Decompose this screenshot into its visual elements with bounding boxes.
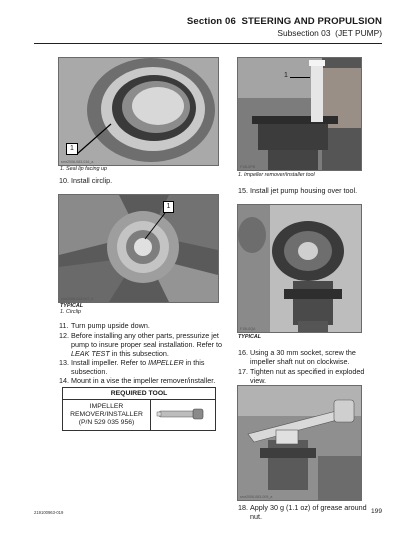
tool-image — [153, 404, 213, 424]
figure-caption: 1. Impeller remover/installer tool — [238, 172, 315, 178]
step-text-part: in this subsection. — [71, 358, 205, 377]
step-15 — [238, 186, 368, 195]
tool-image-cell — [151, 400, 216, 431]
section-title: STEERING AND PROPULSION — [241, 16, 382, 27]
step-number: 10. — [59, 176, 69, 185]
subsection-heading — [187, 28, 382, 38]
figure-tool-in-vise-photo — [237, 57, 362, 171]
step-14 — [59, 376, 234, 385]
step-number: 13. — [59, 358, 69, 367]
callout-1: 1 — [163, 201, 174, 213]
step-text: Tighten nut as specified in exploded view. — [250, 367, 365, 386]
callout-leader — [290, 77, 310, 78]
step-text-part: in this subsection. — [109, 349, 169, 359]
document-number: 219100963-019 — [34, 510, 64, 515]
step-number: 16. — [238, 348, 248, 357]
figure-ref: F15L0PB — [240, 165, 255, 169]
step-text-part: Install impeller. Refer to — [71, 358, 149, 367]
subsection-number: Subsection 03 — [277, 28, 331, 38]
step-16 — [238, 348, 370, 366]
callout-1: 1 — [66, 143, 78, 155]
seal-photo-illustration — [59, 58, 218, 165]
step-13 — [59, 358, 224, 376]
cross-reference: LEAK TEST — [71, 349, 110, 359]
step-text: Mount in a vise the impeller remover/installer. — [71, 376, 216, 385]
step-number: 14. — [59, 376, 69, 385]
subsection-title: (JET PUMP) — [335, 28, 382, 38]
step-17 — [238, 367, 373, 385]
figure-ref: smr2006-083-009_a — [240, 495, 273, 499]
step-number: 15. — [238, 186, 248, 195]
tool-part-number: (P/N 529 035 956) — [78, 419, 135, 426]
step-text — [59, 331, 224, 359]
required-tool-heading: REQUIRED TOOL — [63, 388, 216, 400]
step-text-part: Before installing any other parts, pressurize jet pump to insure proper seal installation. Refer to — [71, 331, 223, 350]
housing-illustration — [238, 205, 361, 332]
step-text: Install jet pump housing over tool. — [250, 186, 358, 195]
step-number: 12. — [59, 331, 69, 340]
step-number: 17. — [238, 367, 248, 376]
tool-vise-illustration — [238, 58, 361, 170]
tool-name: REMOVER/INSTALLER — [70, 411, 143, 418]
step-text: Using a 30 mm socket, screw the impeller shaft nut on clockwise. — [250, 348, 356, 367]
callout-1: 1 — [284, 72, 288, 79]
step-12 — [59, 331, 224, 359]
figure-socket-on-nut-photo — [237, 385, 362, 501]
page-number: 199 — [370, 508, 382, 515]
circlip-illustration — [59, 195, 218, 302]
figure-circlip-photo — [58, 194, 219, 303]
figure-caption: 1. Seal lip facing up — [60, 166, 108, 172]
step-10 — [59, 176, 224, 185]
cross-reference: IMPELLER — [148, 358, 184, 367]
step-text: Apply 30 g (1.1 oz) of grease around nut. — [250, 503, 367, 522]
step-text: Turn pump upside down. — [71, 321, 150, 330]
figure-ref: smr2006-083-016_a — [61, 160, 94, 164]
section-number: Section 06 — [186, 16, 236, 27]
page-header — [187, 16, 382, 38]
figure-housing-over-tool-photo — [237, 204, 362, 333]
figure-ref: smr2006-043-007_b — [61, 297, 94, 301]
socket-illustration — [238, 386, 361, 500]
step-18 — [238, 503, 373, 521]
section-heading — [187, 16, 382, 27]
step-text — [59, 358, 224, 376]
typical-label: TYPICAL — [60, 303, 84, 309]
required-tool-table — [62, 387, 216, 431]
step-number: 11. — [59, 321, 69, 330]
tool-name: IMPELLER — [89, 403, 124, 410]
step-text: Install circlip. — [71, 176, 113, 185]
figure-caption: 1. Circlip — [60, 309, 81, 315]
tool-name-cell — [63, 400, 151, 431]
figure-ref: F15L0QA — [240, 327, 256, 331]
step-number: 18. — [238, 503, 248, 512]
step-11 — [59, 321, 224, 330]
header-rule — [34, 43, 382, 44]
figure-seal-photo — [58, 57, 219, 166]
typical-label: TYPICAL — [238, 334, 262, 340]
